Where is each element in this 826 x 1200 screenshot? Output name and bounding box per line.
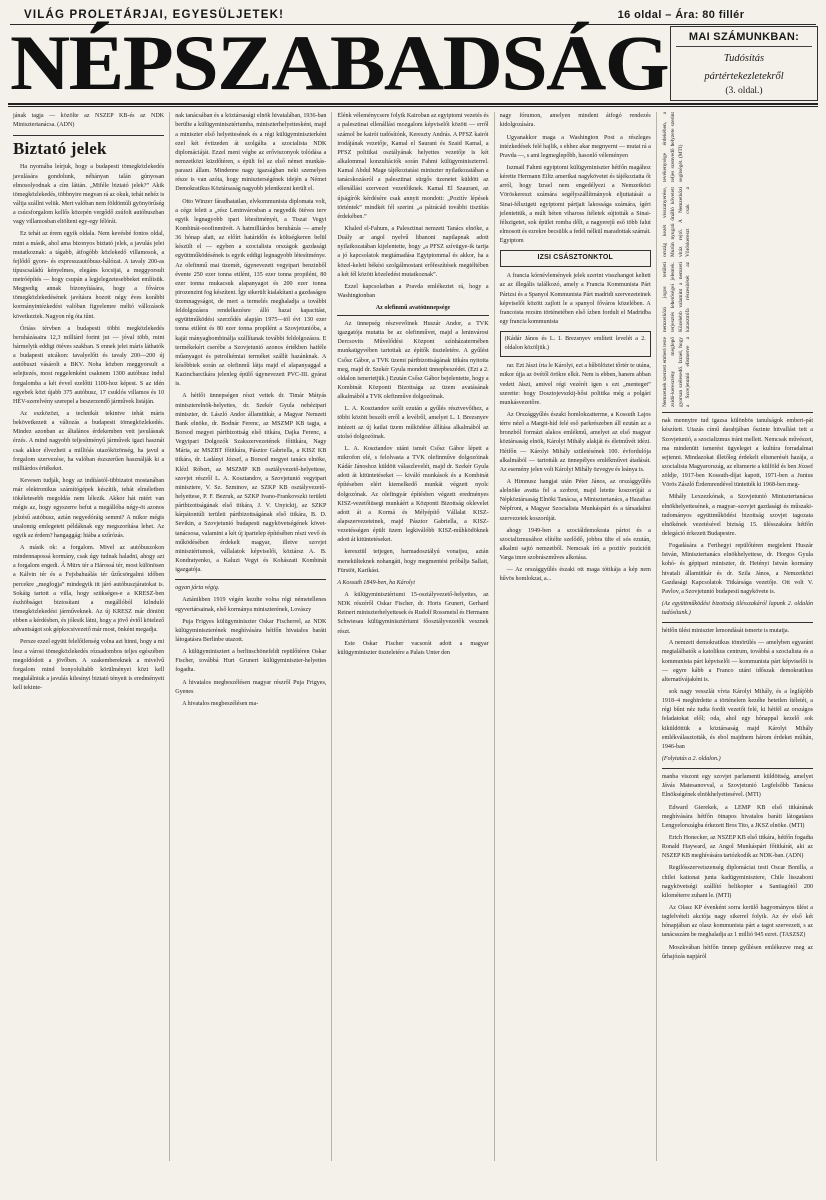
col4-p3: Iszmail Fahmi egyiptomi külügyminiszter hétfőn magához kérette Hermann Eiltz amerikai nagykövetet és tájékoztatta őt arról, hogy Izrael nem engedélyezi a Nemzetközi Vöröskereszt számára segélyszállítmányok eljuttatását a Sinai-félszigeti egyiptomi pártjait lakossága számára, ígéri jelentettük, a múlt héten vihaross ítéletek sújtották a Sinai-félszigetet, sok épület romba dőlt, a nagyerejű eső több falut elmosott és ezrekre becsülik a fedél nélkül maradottak számát. Egyiptom	[499, 164, 651, 245]
col4-p1: nagy fórumon, amelyen mindent átfogó rendezés kidolgozására.	[499, 113, 651, 129]
issue-info: 16 oldal – Ára: 80 fillér	[617, 9, 745, 21]
col2-p2: Otto Winzer fáradhatatlan, elvkommunista diplomata volt, a cégz felett a „rész Leninvárosban a negyedik ötéves terv egyik legnagyobb ipari létesítményét, a Tiszai Vegyi Kombinát-ooofinmüvét. A hatmilliárdos beruházás — amely 36 hónap alatt, az előírt határidőn és költségkeren belül készült el — egyben a szocialista országok gazdasági együttműködésének is egyik eddigi legnagyobb létesítménye. Az olefinmű mai üzemét, úgynevezett vegyipari benzinből évente 250 ezer tonna etilént, 135 ezer tonna propilént, 80 ezer tonna mukacsuk alapanyagot és 200 ezer tonna pirozenzint fog készíteni. Így sikerült kialakítani a gazdaságos üzemnagyságot, de mert a termelés meghaladja a további feldolgozásra rendelkezésre álló hazai kapacitást, együttműködési szerződés alapján 1975—töl évi 130 ezer tonna etilént és 80 ezer tonna propilént a Szovjetunióba, a kaját mányagbombinálja szállítanak további feldolgozásra. E termékekért cserébe a Szovjetunió azonos értékben hatféle műanyagot és petrolkémiai terméket szállít hazánknak. A későbbiek során az olefinmű látja majd el alapanyaggal a Kazincbarcikára jelenleg épülő úgynevezett PVC-III. gyárat is.	[175, 198, 327, 388]
col1-headline: Biztató jelek	[13, 138, 107, 158]
page-title: NÉPSZABADSÁG	[10, 19, 669, 106]
col5-p10: Erich Honecker, az NSZEP KB első titkára, hétfőn fogadta Ronald Hayward, az Angol Munkáspárt főtitkárát, aki az NSZEP KB meghívására tartózkodik az NDK-ban. (ADN)	[661, 835, 814, 860]
col1-divider	[13, 135, 164, 136]
col4-p6: rar. Ezt Jászi írta le Károlyi, ezt a hűbölöztet tőrtér te utána, mikor újja az övétől örökre elkít. Nem is ebben, hanem abban vedett Jászi, amivel régi vezérét igen s ezt „menteget” szerette: hogy Dosztojevszkij-hősi politika még a polgári munkásvezetőre.	[499, 363, 651, 406]
col1-p3: Óriáss térvben a budapesti többi megközlekedés beruházásaira 12,3 milliárd forint jut — jóval több, mint bármelyik eddigi ötéves szakban. S ennek jelei máris láthatók a budapesti utcákon: tavalyelőtt és tavaly 200—200 új autóbuszt vásárolt a BKV. Noha közben meggyorsult a selejtezés, most reggelenként csaknem 1300 autóbusz indul forgalomba a két évvel ezelőtti 1100-hoz képest. S az idén egyebek közt újabb 375 autóbusz, 17 csuklós villamos és 10 HÉV-szerelvény szerepel a beszerzendő járművek listáján.	[13, 325, 165, 405]
col3-p1: Élénk véleménycsere folyik Kairoban az egyiptomi vezetés és a palesztinai ellenállási mozgalom képviselői között — erről számol be kairói tudósítónk, Kereszty András. A PFSZ kairói irodájának vezetője, Kamal el Saurani és Szaid Kamal, a PFSZ politikai osztályának helyettes vezetője is két alkalommal konzultációk során Fahmi külügyminiszterrel. Kamal Abdul Mage tájékoztatási miniszter nyilatkozatában a tanácskozásról a palesztinai sürgős üzenetet küldött az ellenállási szervezet vezetőiknek. Kamal El Szaurani, az újságírók kérdésére csak annyit mondott: „Pozitív lépések történtek” mindkét fél szerint „a pátrácád további tisztítás érdekében.”	[337, 113, 489, 220]
column-4	[495, 112, 657, 1161]
col5-p3: (Az együttműködési bizottság ülésszakáról lapunk 2. oldalán tudósítunk.)	[661, 600, 814, 617]
col4-byline-box	[500, 250, 651, 267]
col5-p6: sok nagy vesszlát vívta Károlyi Mihály, és a legfájóbb 1918–4 meghirdette a történelem kezéhe hetetlen ítéletét, a régi bűnt néz tudta fordít vezetőt felé, ki hétfél az országos feladatokat elől; oda, ahol egy hónappal kezelő sok kiküldöttük a köztársaság majd Károlyi Mihály emlékválasztották, és ebol majdnem három érdeket múltán, 1946-ban	[661, 689, 814, 750]
col4-p8: A Himnusz hangjai után Péter János, az országgyűlés alelnöke avatta fel a szobrot, majd letette koszorúját a Népköztársaság Elnöki Tanácsa, a Minisztertanács, a Hazafias Népfront, a Magyar Szocialista Munkáspárt és a társadalmi szervezetek koszorúját.	[499, 479, 651, 522]
col4-p5: (Kádár János és L. I. Brezsnyev említett levelét a 2. oldalon közöljük.)	[504, 336, 646, 352]
col4-byline-title: IZSI CSÁSZTONKTOL	[537, 254, 613, 262]
col3-p9: Este Oskar Fischer vacsorát adott a magyar külügyminiszter tiszteletére a Palais Unter den	[337, 640, 489, 656]
col1-p2: Ez tehát az érem egyik oldala. Nem kevésbé fontos oldal, mint a másik, ahol ama bizonyos biztató jelek, a javulás jelei mutatkoznak: a tágabb, átfogóbb közlekedő villamosok, a fejlődő gyors- és expresszautóbusz-hálózat. A tavaly 200-as típuscsaládú kényelmes, elegáns kocsijai, a meggyorsult metróépítés — hogy csupán a legjelegzetesebbeket említsük. Megpedig annak bizonyítására, hogy a főváros tömegközlekedésének javításra hozott négy éves korábbi kormányintézkedést valóban figyelemre méltó vállozások következtek. Nagyon rég óta tűnt.	[13, 231, 165, 320]
box-subtitle-1: Tudósítás	[723, 53, 765, 64]
col2-p4: ogyan járta végig.	[175, 585, 220, 592]
col3-section-title: Az olefinmű avatóünnepsége	[375, 305, 451, 312]
col5-p7: (Folytatás a 2. oldalon.)	[661, 756, 721, 763]
col1-p6: A másik ok: a forgalom. Mivel az autóbuszokon mindennapossá kormány, csak úgy tudnak haladni, ahogy azt a forgalom engedi. Á Mürx tér a Hárossá tér, most különösen a Kálvin tér és a Fejsbahuálás tér űzűcsörgalmi időben percekre „megfogja” mindegyik itt járó autóbuszjáratokat is. Sokáig tartott a villa, hogy szükséges-e a KRESZ-ben észhöbságet biztosítani a megállóból kilnduló tömegközlekedési járműveknek. Az új KRESZ már döntött ebben a kérdésben, és jólesik látni, hogy a jövő évtől kötelező advantságot sok gépkocsivezető már most, önként megadja.	[13, 545, 165, 634]
col5-p2: Fogadására a Ferihegyi repülőtéren megjelent Huszár István, Minisztertanács elnökhelyettese, dr. Horgos Gyula kohó- és gépipari miniszter, dr. Hetényi István kormány hivatali államtitkár és dr. Szila János, a Nemzetközi Gazdasági Kapcsolatok Titkársága vezetője. Ott volt V. Pavlov, a Szovjetunió budapesti nagykövete is.	[661, 543, 814, 595]
col3-p4: Az ünnepség részvevőinek Huszár Andor, a TVK igazgatója mutatta be az olefinművet, majd a leninvárosi Dercsovits Művelődési Központ színházatermében munkaügyvében tartottak az építők tiszteletére. A gyűlést Csősz Gábor, a TVK üzemi pártbizottságának titkára nyitotta meg, majd dr. Szekér Gyula mondott ünnepbeszédet. (Ezt a 2. oldalon ismertetjük.) Ezután Csősz Gábor bejelentette, hogy a Kombinát Központi Bizottsága az üzem avatásának alkalmából a TVK olefinműve dolgozóinak.	[337, 321, 489, 401]
column-2	[170, 112, 332, 1161]
col5-p8: manba viszont egy szovjet parlamenti küldöttség, amelyet Jávás Matesanovval, a Szovjetunió Legfelsőbb Tanácsa Elnökségének elnökhelyettesével. (MTI)	[661, 774, 814, 799]
col3-italline: A Kossuth 1849-ben, ha Károlyi	[337, 579, 415, 586]
column-1	[8, 112, 170, 1161]
col5-p-rot2: nak mennyire tud igazsa különbös tanulságok emberi-pát készített. Utazás című darabjában őszinte hitvallást tett a Szovjetunió, a szocializmus iránt mellett. Nemcsak művészet, ma mindenütt ismerést ügyeleget a kultúra forradalmai sejtenni. Mindazokat illetőleg érdekelt elismerését hazája, a szocialista Magyarország, az elismerte a külföld és ben József zöldje, 1917-ben Kossuth-díjat kapott, 1971-ben a Junius Vörös Zászló Érdemrendével tüntették ki 1968-ben meg-	[661, 418, 814, 489]
col2-p8: A hivatalos megbeszélésen magyar részről Puja Frigyes, Gyenes	[175, 679, 327, 695]
col2-p3: A hétfői ünnepségen részt vettek dr. Timár Mátyás miniszterelnök-helyettes, dr. Szekér Gyula nehézipari miniszter, dr. László Andor államtitkár, a Magyar Nemzeti Bank elnöke, dr. Bodnár Ferenc, az MSZMP KB tagja, a Borsod megyei pártbizottság első titkára, Dajka Ferenc, a Vegyipari Dolgozók Szakszervezetének főtitkára, Nagy Mária, az MSZBT főtitkára, Pásztor Gabriella, a KISZ KB titkára, dr. Ladányi József, a Borsod megyei tanács elnöke, Klézl Róbert, az MSZMP KB osztályvezető-helyettese, szovjet részről L. A. Kosztandov, a Szovjetunió vegyipari minisztere, V. Sz. Szminov, az SZKP KB osztályvezető-helyettese, P. F. Bezruk, az SZKP Ivano-Frankovszki területi pártbizottságának első titkára, J. V. Unyickij, az SZKP kárpátontúli területi pártbizottságának első titkára, B. D. Sevikin, a Szovjetunió budapesti nagykövetségének követ-tanácsosa, valamint a két új ipartelep építésében részt vevő és működésében érdekelt magyar, illetve szovjet minisztériumok, vállalatok képviselői, köztársz A. B. Kondratyenko, a Kaluzi Vegyi és Kohászati Kombinát igazgatója.	[175, 393, 327, 574]
col5-rotated-block	[662, 112, 813, 413]
col4-p10: — Az országgyűlés északi ott maga tóttkája a kép nem hűvös homlokzat, a...	[499, 567, 651, 583]
col5-divider-1	[662, 622, 813, 623]
col1-p1: Ha nyomába leírjuk, hogy a budapesti tömegközlekedés javulására gondolunk, néhányan talán gúnyosan elmosolyodnak a cím láttán. „Miféle biztató jelek?” Akik tömegközlekedés, többnyire megvan rá az okuk, tehát nehéz is váltja szállni velük. Mert valóban nem földöntúli gyönyörűség a csúcsforgalom kellős közepén vergődő zsúfolt autóbuszban vagy villamosban eltölteni egy-egy félórát.	[13, 164, 165, 226]
masthead	[0, 0, 826, 106]
col5-p5: A nemzeti demokratikus tömörülés — amelyben egyaránt megtalálhatók a katolikus centrum, továbbá a szocialista és a kommunista párt képviselői — kommunista párt képviselői is — egyre kább a Franco utáni időszak demokratikus alternatívájaként is.	[661, 640, 814, 683]
box-note: (3. oldal.)	[725, 86, 763, 97]
col3-p7: keresztül tetjegen, harmadosztályú vonaijsu, aztán menekülteknek nohangáti, hogy megmentési próbálja Sallait, Fürstöt, Karikást.	[337, 549, 489, 574]
col2-p7: A külügyminisztert a berlinschönefeldi repülőtéren Oskar Fischer, továbbá Hurt Grunert külügyminiszter-helyettes fogadta.	[175, 649, 327, 674]
col5-p12: Az Olasz KP évenként sorra kerülő hagyományos ülést a tagfelvételi akciója nagy sikerrel folyik. Az év első két hónapjában az olasz kommunista párt a tagot szervezett, s az tanácsszám be meghaladja az 1 millió 945 ezret. (TASZSZ)	[661, 905, 814, 939]
article-columns	[0, 107, 826, 1167]
box-subtitle-2: pártértekezletekről	[704, 71, 784, 83]
slogan: VILÁG PROLETÁRJAI, EGYESÜLJETEK!	[24, 9, 285, 21]
col3-p2: Khaled el-Fahum, a Palesztinai nemzeti Tanács elnöke, a Duály ar angol nyelvű libanoni napilapnak adott nyilatkozatában kijelentette, hogy „a PFSZ szívügye-ik tartja a jó kapcsolatok megtámadása Egyiptommal és akkor, ha a közel-keleti békési szolgálmostani erőfeszítések megtéltében a két fél között közeledést mutatkoznak”.	[337, 225, 489, 278]
column-3	[332, 112, 494, 1161]
col3-p5: L. A. Kosztandov szólt ezután a gyűlés résztvevőihez, a többi között beszélt erről a levélről, amelyet L. I. Brezsnyev intézett az új katlai üzem működése állítása alkalmából az utolsó dolgozóinak.	[337, 406, 489, 440]
col5-p1: Mihály Lexzezkónak, a Szovjetunió Minisztertanácsa elnökhelyettesének, a magyar–szovjet gazdasági és műszaki-tudományos együttműködési bizottság szovjet tagozata elnökének vezetésével biztság 15. ülésszakára hétfőn delegáció érkezett Budapestre.	[661, 494, 814, 537]
col1-p7: Persze ezzel együtt felelőtlenség volna azt hinni, hogy a mi lesz a városi tömegközlekedés rózsadombos teljes egészében megoldódott a jövőben. A szakembereknek a mivelvű forgalom mind bonyolultabb körülményei közt kell megtalálniuk a javulás kilesínyi biztató tényeit is eredményeit kell tekinte-	[13, 639, 165, 692]
col5-p4: hétfőn ülést miniszter lemondását ismerte is mutatja.	[661, 628, 790, 635]
col5-p13: Moszkvában hétfőn ünnep gyűlésen emlékezve meg az űrhajózás napjáról	[661, 944, 814, 960]
column-5	[657, 112, 818, 1161]
col5-divider-2	[662, 768, 813, 769]
col2-p1: nak tanácsában és a köztársasági elnök hivatalában, 1936-ban berülte a külügyminisztériumba, miniszterhelyettesként, majd a miniszter első helyettesének és a régi külügyminiszterként ezel két évtizeden át szolgálta a szocialista NDK diplomáciáját. Ezzel meni végbe az erőviszonyok tolódása a nemzetközi küzdőtéren, s épült fel az első német munkás-paraszt állam. Mindenne nagy igazságban neki szemelyes része is van azóta, hogy miniszterségének idején a Német Demokratikus Köztársaság nagyobb jelentkezni került el.	[175, 113, 327, 193]
col5-p11: Regilósszerveiszenség diplomáciai testi Oscar Bonilla, a chilei kationai junta kadügyminisztere, Chile lisszaboni nagykövetségi szállító helikopter a Santiagótól 200 kilométerre zuhant le. (MTI)	[661, 865, 814, 899]
col3-p6: L. A. Kosztandov utáni ismét Csősz Gábor lépett a mikrofon elé, s felolvasta a TVK olefinműve dolgozóinak Kádár Jánoshoz küldött válaszlevelét, majd dr. Szekér Gyula adott át kitüntetéseket — kiváló munkások és a Kombinát építéseben elért kiemelkedő munkát végzett nyolc dolgozónak. Az olefingyár építésben végzett eredményes KISZ-vezetőiüsegi munkáért a Központi Bizottság oklevelet adott át a Kormá és Mélyépítő Vállalat KISZ-alapszervezeteinek, majd Pásztor Gabriella, a KISZ-vezetésségen épült üzem legkiválóbb KISZ-műhködöknek adott át kitüntetéseket.	[337, 445, 489, 544]
col3-p3: Ezzel kapcsolatban a Pravda emlékeztet rá, hogy a Washingtonban	[337, 283, 489, 299]
col4-p4: A francia kórnévlemények jelek szerint visszhangot keltett az az illegális találkozó, amely a Francia Kommunista Párt Párizsi és a Spanyol Kommunista Párt madridi szervezeteinek képviselői között zajlott le a spanyol főváros közelében. A francoista rezsim történetében első ízben fordult el Madridba egy francia kommunista	[499, 273, 651, 325]
col1-p5: Kevesen tudják, hogy az indítástól-tibbizatot mostanában már elektronikus számítógépek készítik, tehát elméletben tökéletesebb megoldás nem lélezik. Akkor hát miért van mégis az, hogy egyszerre befut a megállóba négy-öt azonos jelzésű autóbusz, aztán negyedóráig semmi? A mikor mégis unalomig emlegetett példáknak egy megszorítása lehet. Az egyik az érdem? hangaggág: hiába a szűrózás.	[13, 478, 165, 539]
col2-divider-1	[175, 579, 326, 580]
col2-p9: A hivatalos megbeszélésen ma-	[182, 700, 259, 707]
col3-divider-1	[337, 315, 488, 316]
col4-p7: Az Országgyűlés északi homlokzatterme, a Kossuth Lajos térre néző a Margit-híd felé eső parkrészeben áll ezután az a bronzból formázt alakos emlékmű, amelyet az első magyar köztársaság elnök, Károlyi Mihály alakját és életművét idézi. Hétfőn — Károlyi Mihály születésének 100. évfordulója alkalmából — tartották az ünnepélyes emlékművet átadását. Az esemény jelen volt Károlyi Mihály özvegye és leánya is.	[499, 412, 651, 473]
col5-p9: Edward Gierekek, a LEMP KB első titkárának meghívására hétfőn ötnapos hivatalos baráti látogatásra Lengyelországba érkezett Bros Tito, a JKSZ elnöke. (MTI)	[661, 804, 814, 829]
col4-p9: ahogy 1949-ben a szociáldemokrata pártot és a szocializmusához elítélte szelődő, jobbra ülte el sós ezután, alkalmi sajtó nemzetből. Nemcsak író a pozitív pozicióit Varga imre szobrászműves alkotása.	[499, 527, 651, 562]
col5-rotated-text: Nemzetnek szerzett emberi teste zsidó-keresztény meglepő gyorsan szélesedő. Izrael, hogy a Szovjetunió elismerve a nemzetközi jogos területi terjesztés lehetőségei jelentek. Közelebb valamint a nemzeti katasztrófa részesítését az ország kezét visszanyerése, Murün nyugati önálló követett vitáz rejtő. A Nemzetközi Vöröskereszt csak a tevékenysége érdekében, a teljes szenvedő helyzete szerint segítségét. (MTI)	[661, 112, 692, 408]
col3-p8: A külügyminisztériumi 15-osztályvezető-helyettes, az NDK részéről Oskar Fischer, dr. Horts Grunert, Gerhard Reinert miniszterhelyettesek és Rudolf Rossmeisl és Hermann Schwiesau külügyminisztériumi főosztályvezetők vesznek részt.	[337, 592, 489, 635]
col4-p2: Ugyanakkor maga a Washington Post a részleges intézkedések felé hajlik, s ehhez akar megnyerni — mutat rá a Pravda —, s ami legmeglepőbb, hasonló véleményen	[499, 134, 651, 159]
col1-lead-top: jának tagja — közölte az NSZEP KB-és az NDK Minisztertanácsa. (ADN)	[13, 113, 165, 129]
col1-p4: Az eszközözt, a technikát tekintve tehát máris bekövetkezett a változás a budapesti tömegközlekedés. Mindez azonban az általános érdekemben vett javulásnak érzés. A mind nagyobb teljesítményű járművek igazi hasznát csak akkor élvezheti a millióás utazóközönség, ha javul a forgalom szervezése, ha valóban észszerűen használják ki a milliárdos értékeket.	[13, 411, 165, 472]
box-title: MAI SZÁMUNKBAN:	[676, 31, 812, 47]
col4-note-box	[500, 331, 651, 357]
col2-p5: Aztánikben 1919 végén kezdte volna régi németellenes egyvertársainak, első kormánya miniszterének, Lovászy	[175, 597, 327, 613]
today-in-issue-box	[670, 26, 818, 101]
col2-p6: Puja Frigyes külügyminiszter Oskar Fischerrel, az NDK külügyminiszterének meghívására hétfőn hivatalos baráti látogatásra Berlinbe utazott.	[175, 618, 327, 643]
